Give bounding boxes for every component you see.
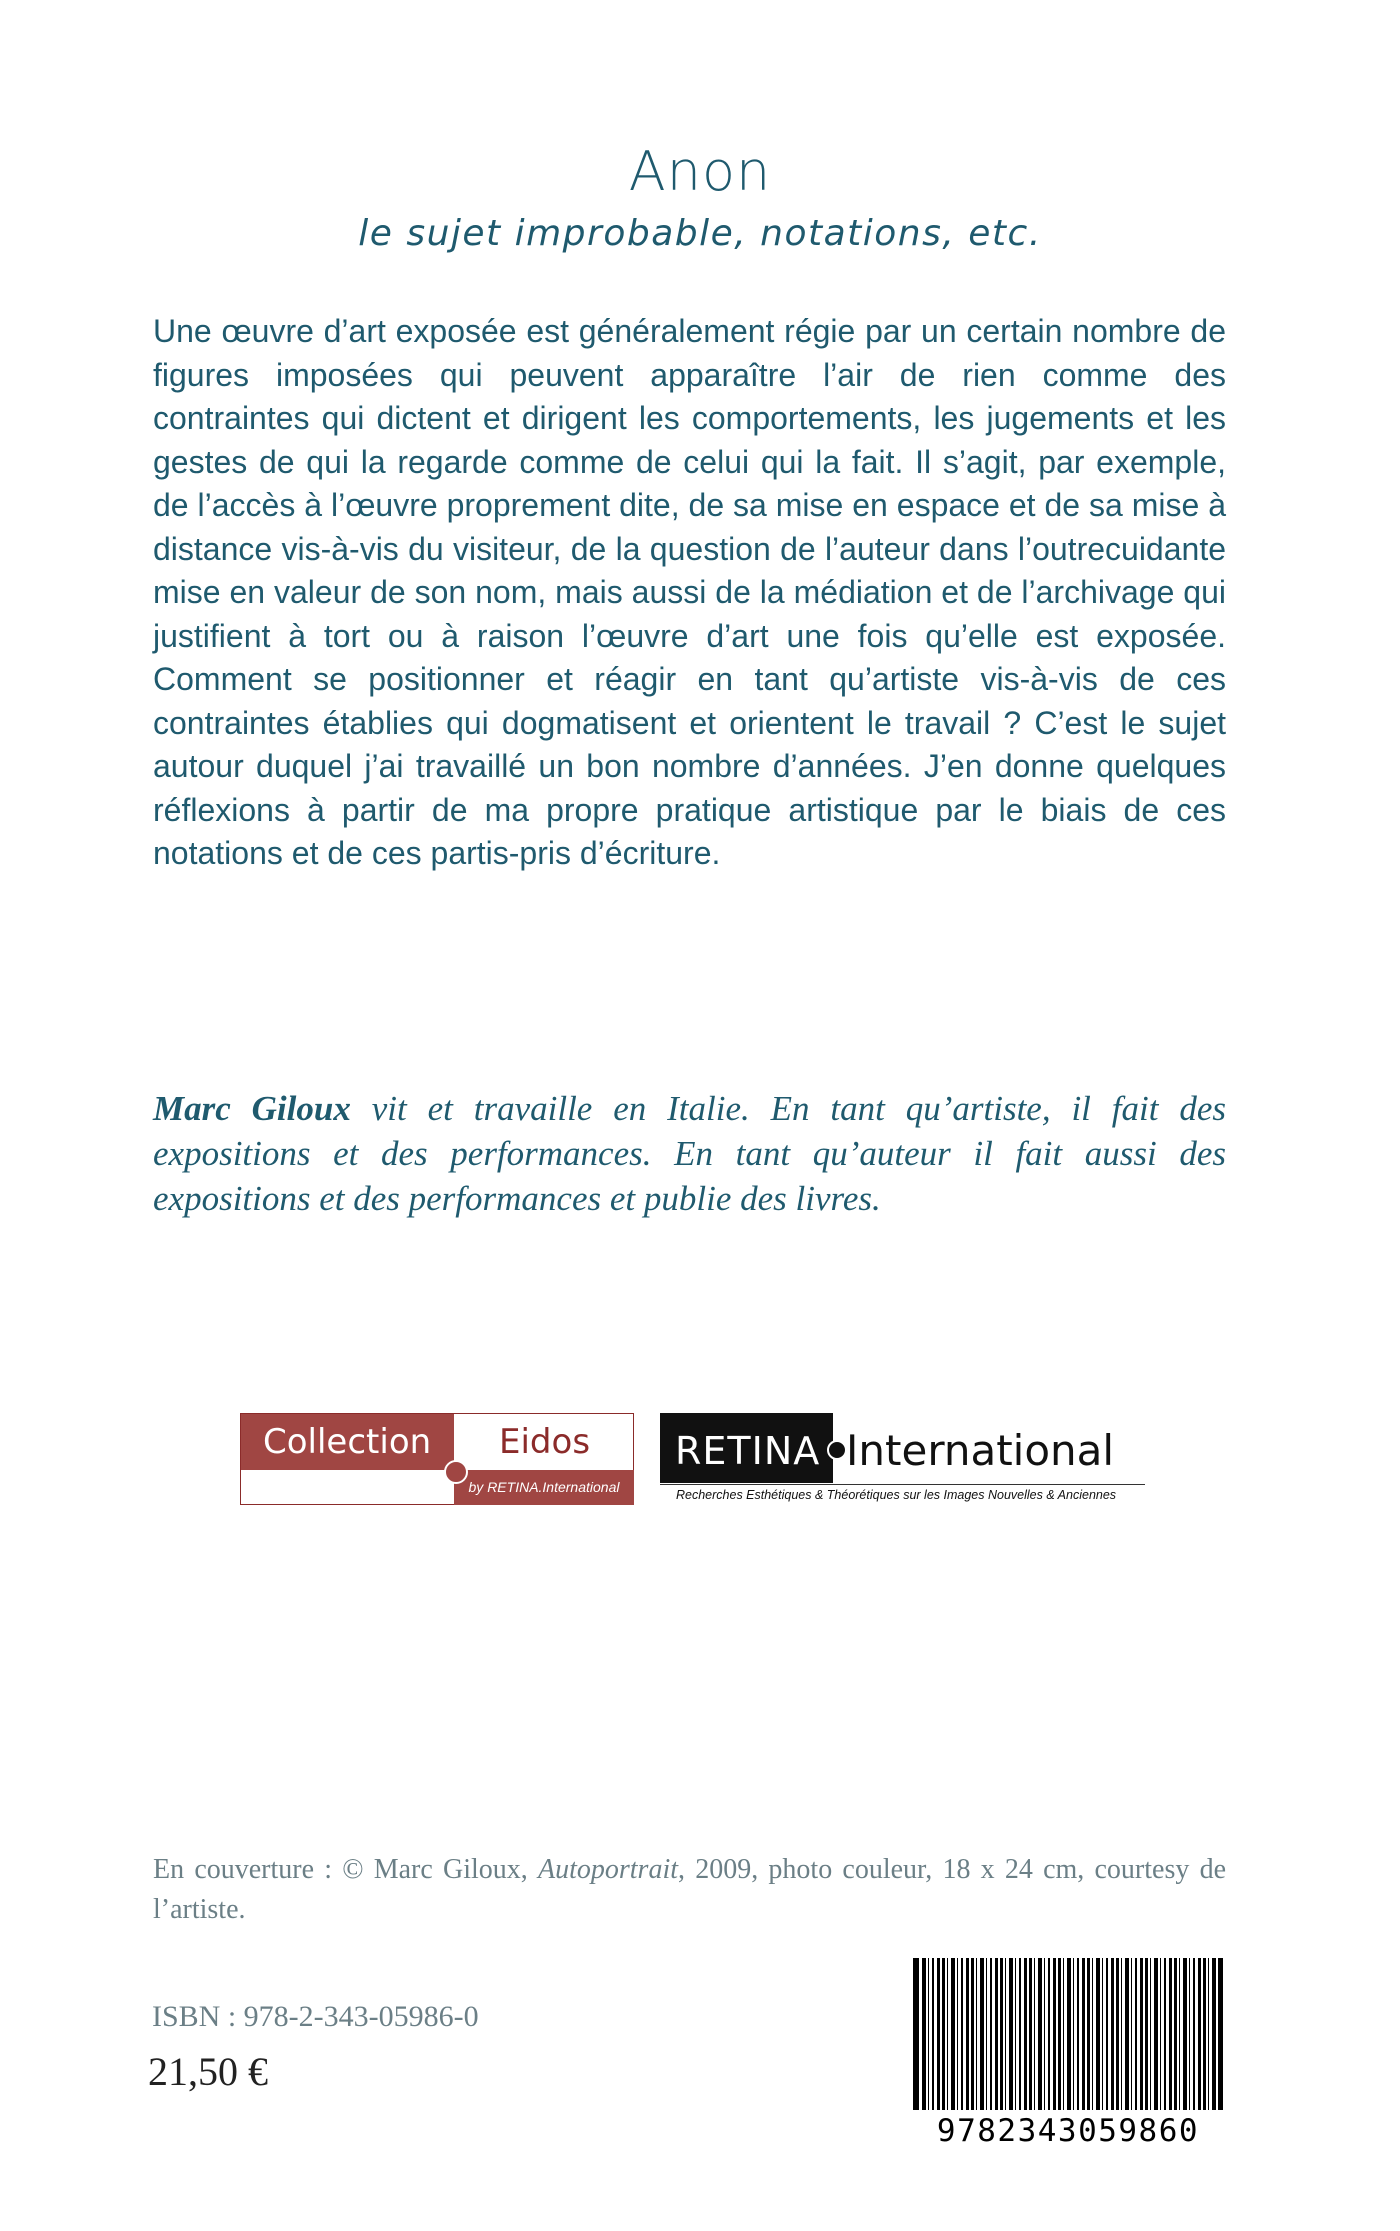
barcode-digits: 9782343059860: [913, 2110, 1223, 2153]
retina-tagline: Recherches Esthétiques & Théorétiques sur les Images Nouvelles & Anciennes: [676, 1488, 1117, 1502]
barcode-bars: [913, 1958, 1223, 2110]
author-name: Marc Giloux: [153, 1089, 351, 1128]
collection-label: Collection: [241, 1414, 454, 1470]
retina-international-logo: [660, 1413, 1160, 1505]
book-title: Anon: [628, 140, 772, 203]
author-bio-text: vit et travaille en Italie. En tant qu’artiste, il fait des expositions et des performances. En tant qu’auteur il fait aussi des expositions et des performances et publie des livres.: [153, 1089, 1227, 1218]
author-bio: [153, 1086, 1226, 1221]
isbn: ISBN : 978-2-343-05986-0: [152, 2000, 479, 2033]
credit-prefix: En couverture : © Marc Giloux,: [153, 1854, 538, 1885]
credit-suffix: , 2009, photo couleur, 18 x 24 cm, courtesy de l’artiste.: [153, 1854, 1226, 1925]
barcode: [913, 1958, 1223, 2153]
retina-dot-icon: [827, 1440, 847, 1460]
credit-work-title: Autoportrait: [537, 1854, 678, 1885]
collection-eidos-logo: [240, 1413, 634, 1505]
international-label: International: [846, 1426, 1115, 1475]
eidos-label: Eidos: [499, 1422, 591, 1462]
retina-rule: [660, 1484, 1145, 1485]
price: 21,50 €: [148, 2049, 268, 2094]
book-subtitle: le sujet improbable, notations, etc.: [358, 213, 1042, 254]
collection-dot-icon: [444, 1460, 468, 1484]
collection-byline: by RETINA.International: [454, 1470, 634, 1505]
retina-label: RETINA: [660, 1413, 833, 1483]
back-cover-summary: Une œuvre d’art exposée est généralement régie par un certain nombre de figures imposées qui peuvent apparaître l’air de rien comme des contraintes qui dictent et dirigent les comportements, les jugements et les gestes de qui la regarde comme de celui qui la fait. Il s’agit, par exemple, de l’accès à l’œuvre proprement dite, de sa mise en espace et de sa mise à distance vis-à-vis du visiteur, de la question de l’auteur dans l’outrecuidante mise en valeur de son nom, mais aussi de la médiation et de l’archivage qui justifient à tort ou à raison l’œuvre d’art une fois qu’elle est exposée. Comment se positionner et réagir en tant qu’artiste vis-à-vis de ces contraintes établies qui dogmatisent et orientent le travail ? C’est le sujet autour duquel j’ai travaillé un bon nombre d’années. J’en donne quelques réflexions à partir de ma propre pratique artistique par le biais de ces notations et de ces partis-pris d’écriture.: [153, 313, 1226, 871]
cover-credit: [153, 1850, 1226, 1930]
